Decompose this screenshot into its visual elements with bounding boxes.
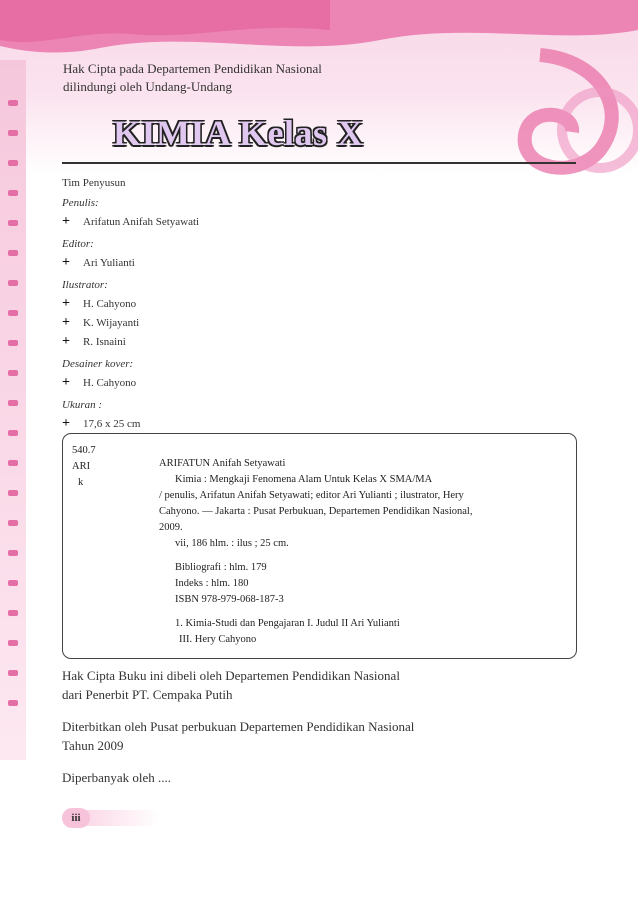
plus-bullet: + — [62, 314, 70, 330]
published-note — [62, 717, 414, 755]
purchase-line: Hak Cipta Buku ini dibeli oleh Departemen Pendidikan Nasional — [62, 668, 400, 683]
copyright-notice — [63, 60, 322, 96]
role-label: Ilustrator: — [62, 279, 108, 291]
person-name: H. Cahyono — [83, 376, 137, 389]
page-number: iii — [62, 808, 90, 828]
catalog-subjects: III. Hery Cahyono — [179, 634, 257, 645]
credits-block — [62, 177, 542, 440]
catalog-subjects: 1. Kimia-Studi dan Pengajaran I. Judul II Ari Yulianti — [175, 618, 400, 629]
reproduced-note: Diperbanyak oleh .... — [62, 770, 172, 785]
purchase-note — [62, 666, 414, 704]
catalog-responsibility: / penulis, Arifatun Anifah Setyawati; editor Ari Yulianti ; ilustrator, Hery — [159, 490, 464, 501]
plus-bullet: + — [62, 374, 70, 390]
catalog-year: 2009. — [159, 522, 183, 533]
person-name: R. Isnaini — [83, 335, 126, 348]
role-label: Editor: — [62, 238, 94, 250]
call-author: ARI — [72, 461, 91, 472]
catalog-entry — [159, 456, 569, 648]
credit-section-cover-designer — [62, 358, 542, 392]
book-title: KIMIA Kelas X — [113, 113, 364, 153]
plus-bullet: + — [62, 333, 70, 349]
catalog-responsibility: Cahyono. — Jakarta : Pusat Perbukuan, Departemen Pendidikan Nasional, — [159, 506, 473, 517]
role-label: Desainer kover: — [62, 358, 134, 370]
person-name: H. Cahyono — [83, 297, 137, 310]
book-size: 17,6 x 25 cm — [83, 417, 141, 430]
call-class: 540.7 — [72, 445, 96, 456]
catalog-author: ARIFATUN Anifah Setyawati — [159, 458, 286, 469]
left-decorative-strip — [0, 60, 26, 760]
credit-section-editor — [62, 238, 542, 272]
call-number — [72, 443, 96, 491]
credit-section-size — [62, 399, 542, 433]
plus-bullet: + — [62, 213, 70, 229]
page-number-tab — [80, 810, 160, 826]
credit-section-writer — [62, 197, 542, 231]
person-name: Ari Yulianti — [83, 256, 135, 269]
team-heading: Tim Penyusun — [62, 177, 126, 189]
plus-bullet: + — [62, 254, 70, 270]
catalog-collation: vii, 186 hlm. : ilus ; 25 cm. — [175, 538, 289, 549]
call-title: k — [78, 477, 84, 488]
catalog-card — [62, 433, 577, 659]
publication-notes — [62, 666, 414, 800]
role-label: Penulis: — [62, 197, 99, 209]
person-name: K. Wijayanti — [83, 316, 140, 329]
catalog-bibliography: Bibliografi : hlm. 179 — [175, 562, 267, 573]
plus-bullet: + — [62, 415, 70, 431]
credit-section-illustrator — [62, 279, 542, 351]
plus-bullet: + — [62, 295, 70, 311]
person-name: Arifatun Anifah Setyawati — [83, 215, 200, 228]
catalog-isbn: ISBN 978-979-068-187-3 — [175, 594, 284, 605]
purchase-line: dari Penerbit PT. Cempaka Putih — [62, 687, 233, 702]
catalog-title: Kimia : Mengkaji Fenomena Alam Untuk Kelas X SMA/MA — [175, 474, 433, 485]
title-divider — [62, 162, 576, 164]
published-line: Diterbitkan oleh Pusat perbukuan Departemen Pendidikan Nasional — [62, 719, 415, 734]
role-label: Ukuran : — [62, 399, 103, 411]
copyright-line: dilindungi oleh Undang-Undang — [63, 79, 232, 94]
catalog-index: Indeks : hlm. 180 — [175, 578, 249, 589]
published-line: Tahun 2009 — [62, 738, 124, 753]
copyright-line: Hak Cipta pada Departemen Pendidikan Nasional — [63, 61, 322, 76]
